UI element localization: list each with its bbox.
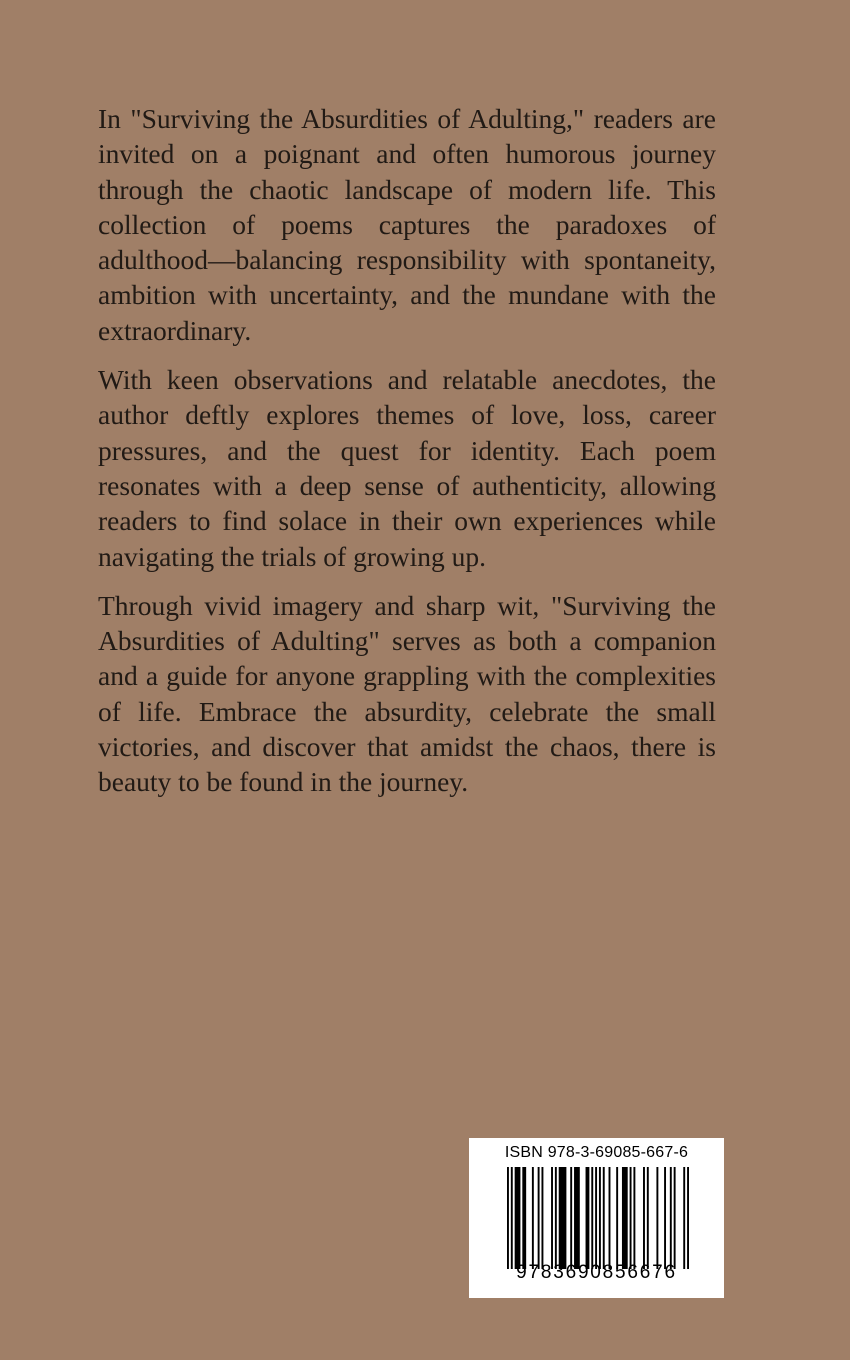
barcode-bar bbox=[595, 1167, 597, 1269]
barcode-bars bbox=[507, 1167, 689, 1269]
barcode-bar bbox=[664, 1167, 666, 1269]
barcode-bar bbox=[683, 1167, 685, 1269]
isbn-barcode-box bbox=[469, 1138, 724, 1298]
barcode-bar bbox=[551, 1167, 553, 1269]
barcode-bar bbox=[633, 1167, 635, 1269]
blurb-paragraph-3: Through vivid imagery and sharp wit, "Surviving the Absurdities of Adulting" serves as both a companion and a guide for anyone grappling with the complexities of life. Embrace the absurdity, celebrate the small victories, and discover that amidst the chaos, there is beauty to be found in the journey. bbox=[98, 589, 716, 798]
isbn-label: ISBN 978-3-69085-667-6 bbox=[504, 1144, 689, 1161]
barcode-number: 9783690856676 bbox=[516, 1262, 677, 1283]
barcode-bar bbox=[630, 1167, 632, 1269]
barcode-bar bbox=[532, 1167, 534, 1269]
barcode-bar bbox=[574, 1167, 580, 1269]
barcode-bar bbox=[541, 1167, 543, 1269]
barcode-bar bbox=[522, 1167, 526, 1269]
blurb-paragraph-1: In "Surviving the Absurdities of Adulting," readers are invited on a poignant and often humorous journey through the chaotic landscape of modern life. This collection of poems captures the paradoxes of adulthood—balancing responsibility with spontaneity, ambition with uncertainty, and the mundane with the extraordinary. bbox=[98, 103, 716, 346]
barcode-bar bbox=[609, 1167, 611, 1269]
barcode-bar bbox=[674, 1167, 676, 1269]
barcode-bar bbox=[511, 1167, 513, 1269]
barcode-bar bbox=[591, 1167, 593, 1269]
barcode-bar bbox=[687, 1167, 689, 1269]
barcode-bar bbox=[603, 1167, 605, 1269]
barcode-bar bbox=[622, 1167, 628, 1269]
barcode-bar bbox=[555, 1167, 557, 1269]
barcode-bar bbox=[647, 1167, 649, 1269]
barcode-bar bbox=[515, 1167, 521, 1269]
barcode-bar bbox=[599, 1167, 601, 1269]
barcode-bar bbox=[538, 1167, 540, 1269]
blurb-paragraph-2: With keen observations and relatable anecdotes, the author deftly explores themes of love, loss, career pressures, and the quest for identity. Each poem resonates with a deep sense of authenticity, allowing readers to find solace in their own experiences while navigating the trials of growing up. bbox=[98, 364, 716, 572]
blurb-text bbox=[98, 101, 716, 814]
barcode-bar bbox=[670, 1167, 672, 1269]
barcode-bar bbox=[507, 1167, 509, 1269]
barcode-bar bbox=[559, 1167, 567, 1269]
barcode-bar bbox=[643, 1167, 645, 1269]
barcode-bar bbox=[656, 1167, 658, 1269]
barcode-bar bbox=[586, 1167, 590, 1269]
barcode-bar bbox=[616, 1167, 618, 1269]
barcode-bar bbox=[570, 1167, 572, 1269]
